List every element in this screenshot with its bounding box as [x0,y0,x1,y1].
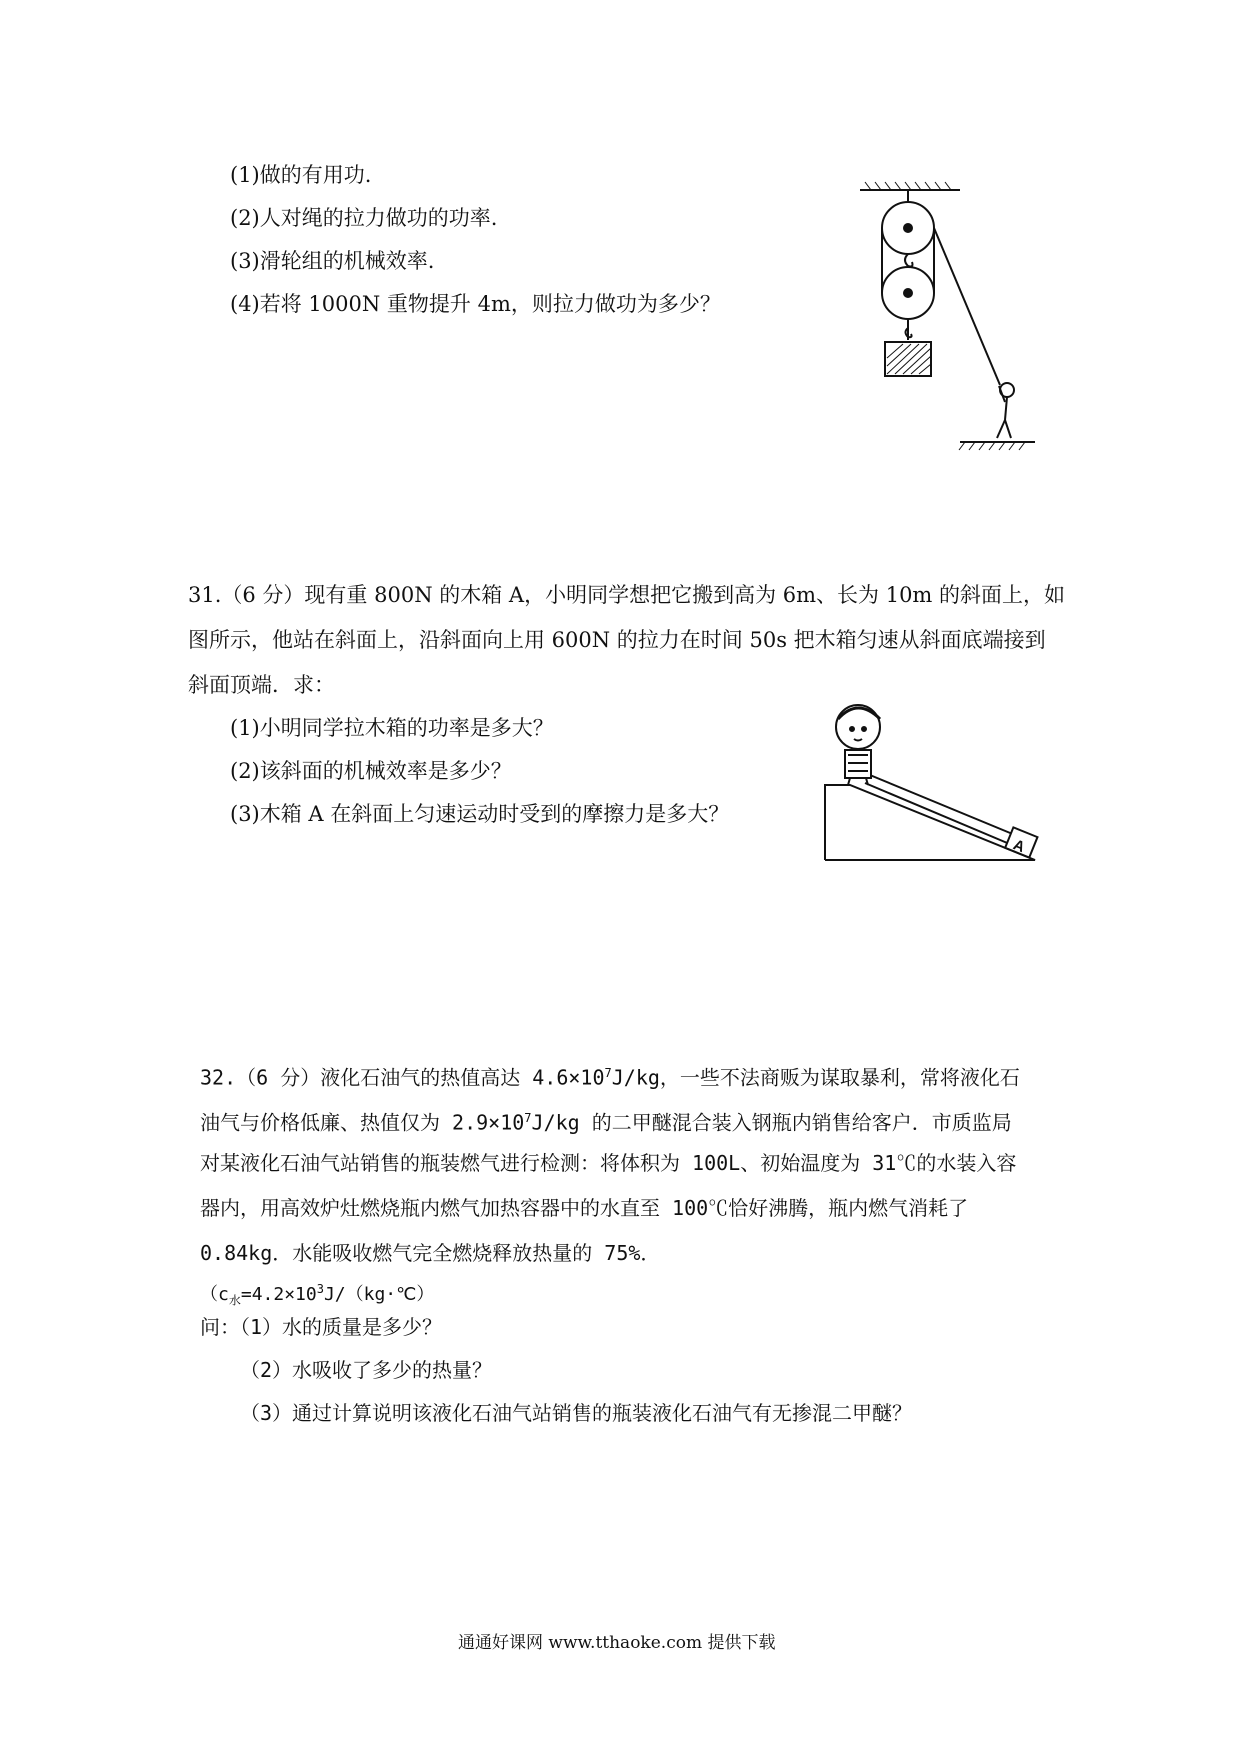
q31-stem-line-2: 图所示，他站在斜面上，沿斜面向上用 600N 的拉力在时间 50s 把木箱匀速从斜面底端接到 [188,628,1046,652]
q30-item-2: (2)人对绳的拉力做功的功率. [230,206,498,230]
q32-line-4: 器内，用高效炉灶燃烧瓶内燃气加热容器中的水直至 100℃恰好沸腾，瓶内燃气消耗了 [200,1196,969,1220]
q31-stem-line-1: 31.（6 分）现有重 800N 的木箱 A，小明同学想把它搬到高为 6m、长为 10m 的斜面上，如 [188,583,1066,607]
q31-stem-line-3: 斜面顶端．求： [188,673,335,697]
q31-item-2: (2)该斜面的机械效率是多少？ [230,759,512,783]
page-footer: 通通好课网 www.tthaoke.com 提供下载 [458,1633,776,1653]
q30-item-4: (4)若将 1000N 重物提升 4m，则拉力做功为多少？ [230,292,721,316]
q32-question-1: 问：（1）水的质量是多少？ [200,1315,443,1339]
q32-line-3: 对某液化石油气站销售的瓶装燃气进行检测：将体积为 100L、初始温度为 31℃的水装入容 [200,1151,1017,1175]
q30-item-1: (1)做的有用功. [230,163,372,187]
q32-line-2: 油气与价格低廉、热值仅为 $2.9\times 10^7J/kg$ 的二甲醚混合装入钢瓶内销售给客户．市质监局 [200,1110,1012,1135]
q31-item-3: (3)木箱 A 在斜面上匀速运动时受到的摩擦力是多大？ [230,802,730,826]
incline-box-label: A [1010,836,1028,857]
q32-constant: （$c_水=4.2\times 10^3J/(kg\cdot℃)$ [200,1282,435,1308]
incline-figure [820,695,1050,865]
q32-line-5: 0.84kg．水能吸收燃气完全燃烧释放热量的 75%． [200,1241,661,1265]
q32-line-1: 32.（6 分）液化石油气的热值高达 $4.6\times 10^7J/kg$，一些不法商贩为谋取暴利，常将液化石 [200,1065,1020,1090]
q32-question-3: （3）通过计算说明该液化石油气站销售的瓶装液化石油气有无掺混二甲醚？ [240,1401,913,1425]
pulley-system-figure [855,180,1035,460]
q32-question-2: （2）水吸收了多少的热量？ [240,1358,493,1382]
q30-item-3: (3)滑轮组的机械效率. [230,249,435,273]
q31-item-1: (1)小明同学拉木箱的功率是多大？ [230,716,554,740]
